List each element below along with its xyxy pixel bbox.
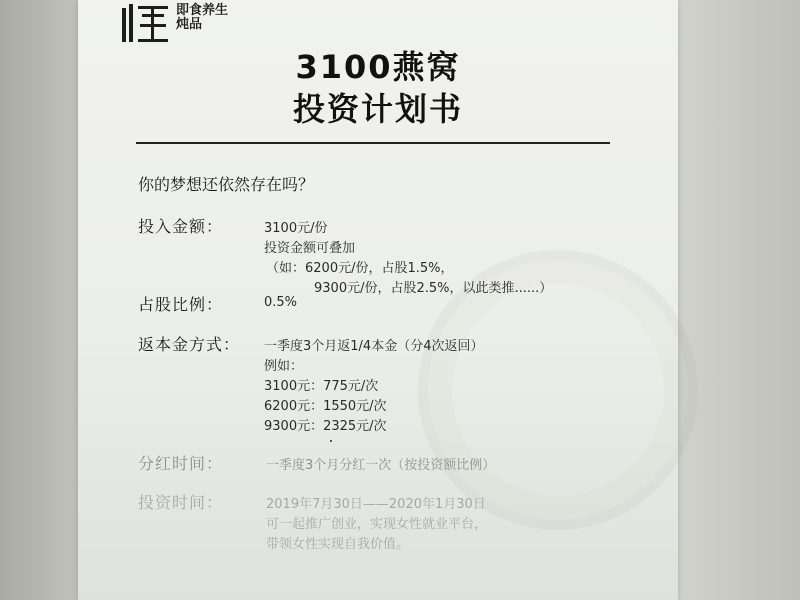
amount-line: 投资金额可叠加 (264, 241, 356, 256)
stray-dot (330, 440, 332, 442)
period-line: 可一起推广创业，实现女性就业平台， (266, 517, 488, 532)
background-left (0, 0, 90, 600)
brand-logo (120, 4, 228, 44)
amount-line: 9300元/份，占股2.5%，以此类推......） (314, 281, 553, 296)
refund-line: 3100元：775元/次 (264, 379, 379, 394)
title-line-1: 3100燕窝 (295, 48, 461, 86)
intro-question: 你的梦想还依然存在吗？ (138, 175, 315, 194)
refund-line: 6200元：1550元/次 (264, 399, 387, 414)
period-line: 带领女性实现自我价值。 (266, 537, 410, 552)
dividend-value: 一季度3个月分红一次（按投资额比例） (266, 458, 496, 473)
period-line: 2019年7月30日——2020年1月30日 (266, 497, 486, 512)
amount-label: 投入金额： (138, 217, 224, 236)
period-label: 投资时间： (138, 493, 224, 512)
amount-line: （如：6200元/份，占股1.5%， (266, 261, 454, 276)
refund-line: 9300元：2325元/次 (264, 419, 387, 434)
refund-line: 一季度3个月返1/4本金（分4次返回） (264, 339, 484, 354)
brand-logo-mark (120, 4, 172, 44)
brand-logo-text: 即食养生 炖品 (176, 3, 229, 32)
share-label: 占股比例： (138, 295, 224, 314)
dividend-label: 分红时间： (138, 454, 224, 473)
refund-line: 例如： (264, 359, 304, 374)
amount-line: 3100元/份 (264, 221, 328, 236)
refund-label: 返本金方式： (138, 335, 241, 354)
document-page (78, 0, 678, 600)
share-value: 0.5% (264, 295, 298, 310)
title-line-2: 投资计划书 (292, 90, 463, 128)
background-right (670, 0, 800, 600)
page-title (78, 46, 678, 130)
title-divider (136, 142, 610, 144)
